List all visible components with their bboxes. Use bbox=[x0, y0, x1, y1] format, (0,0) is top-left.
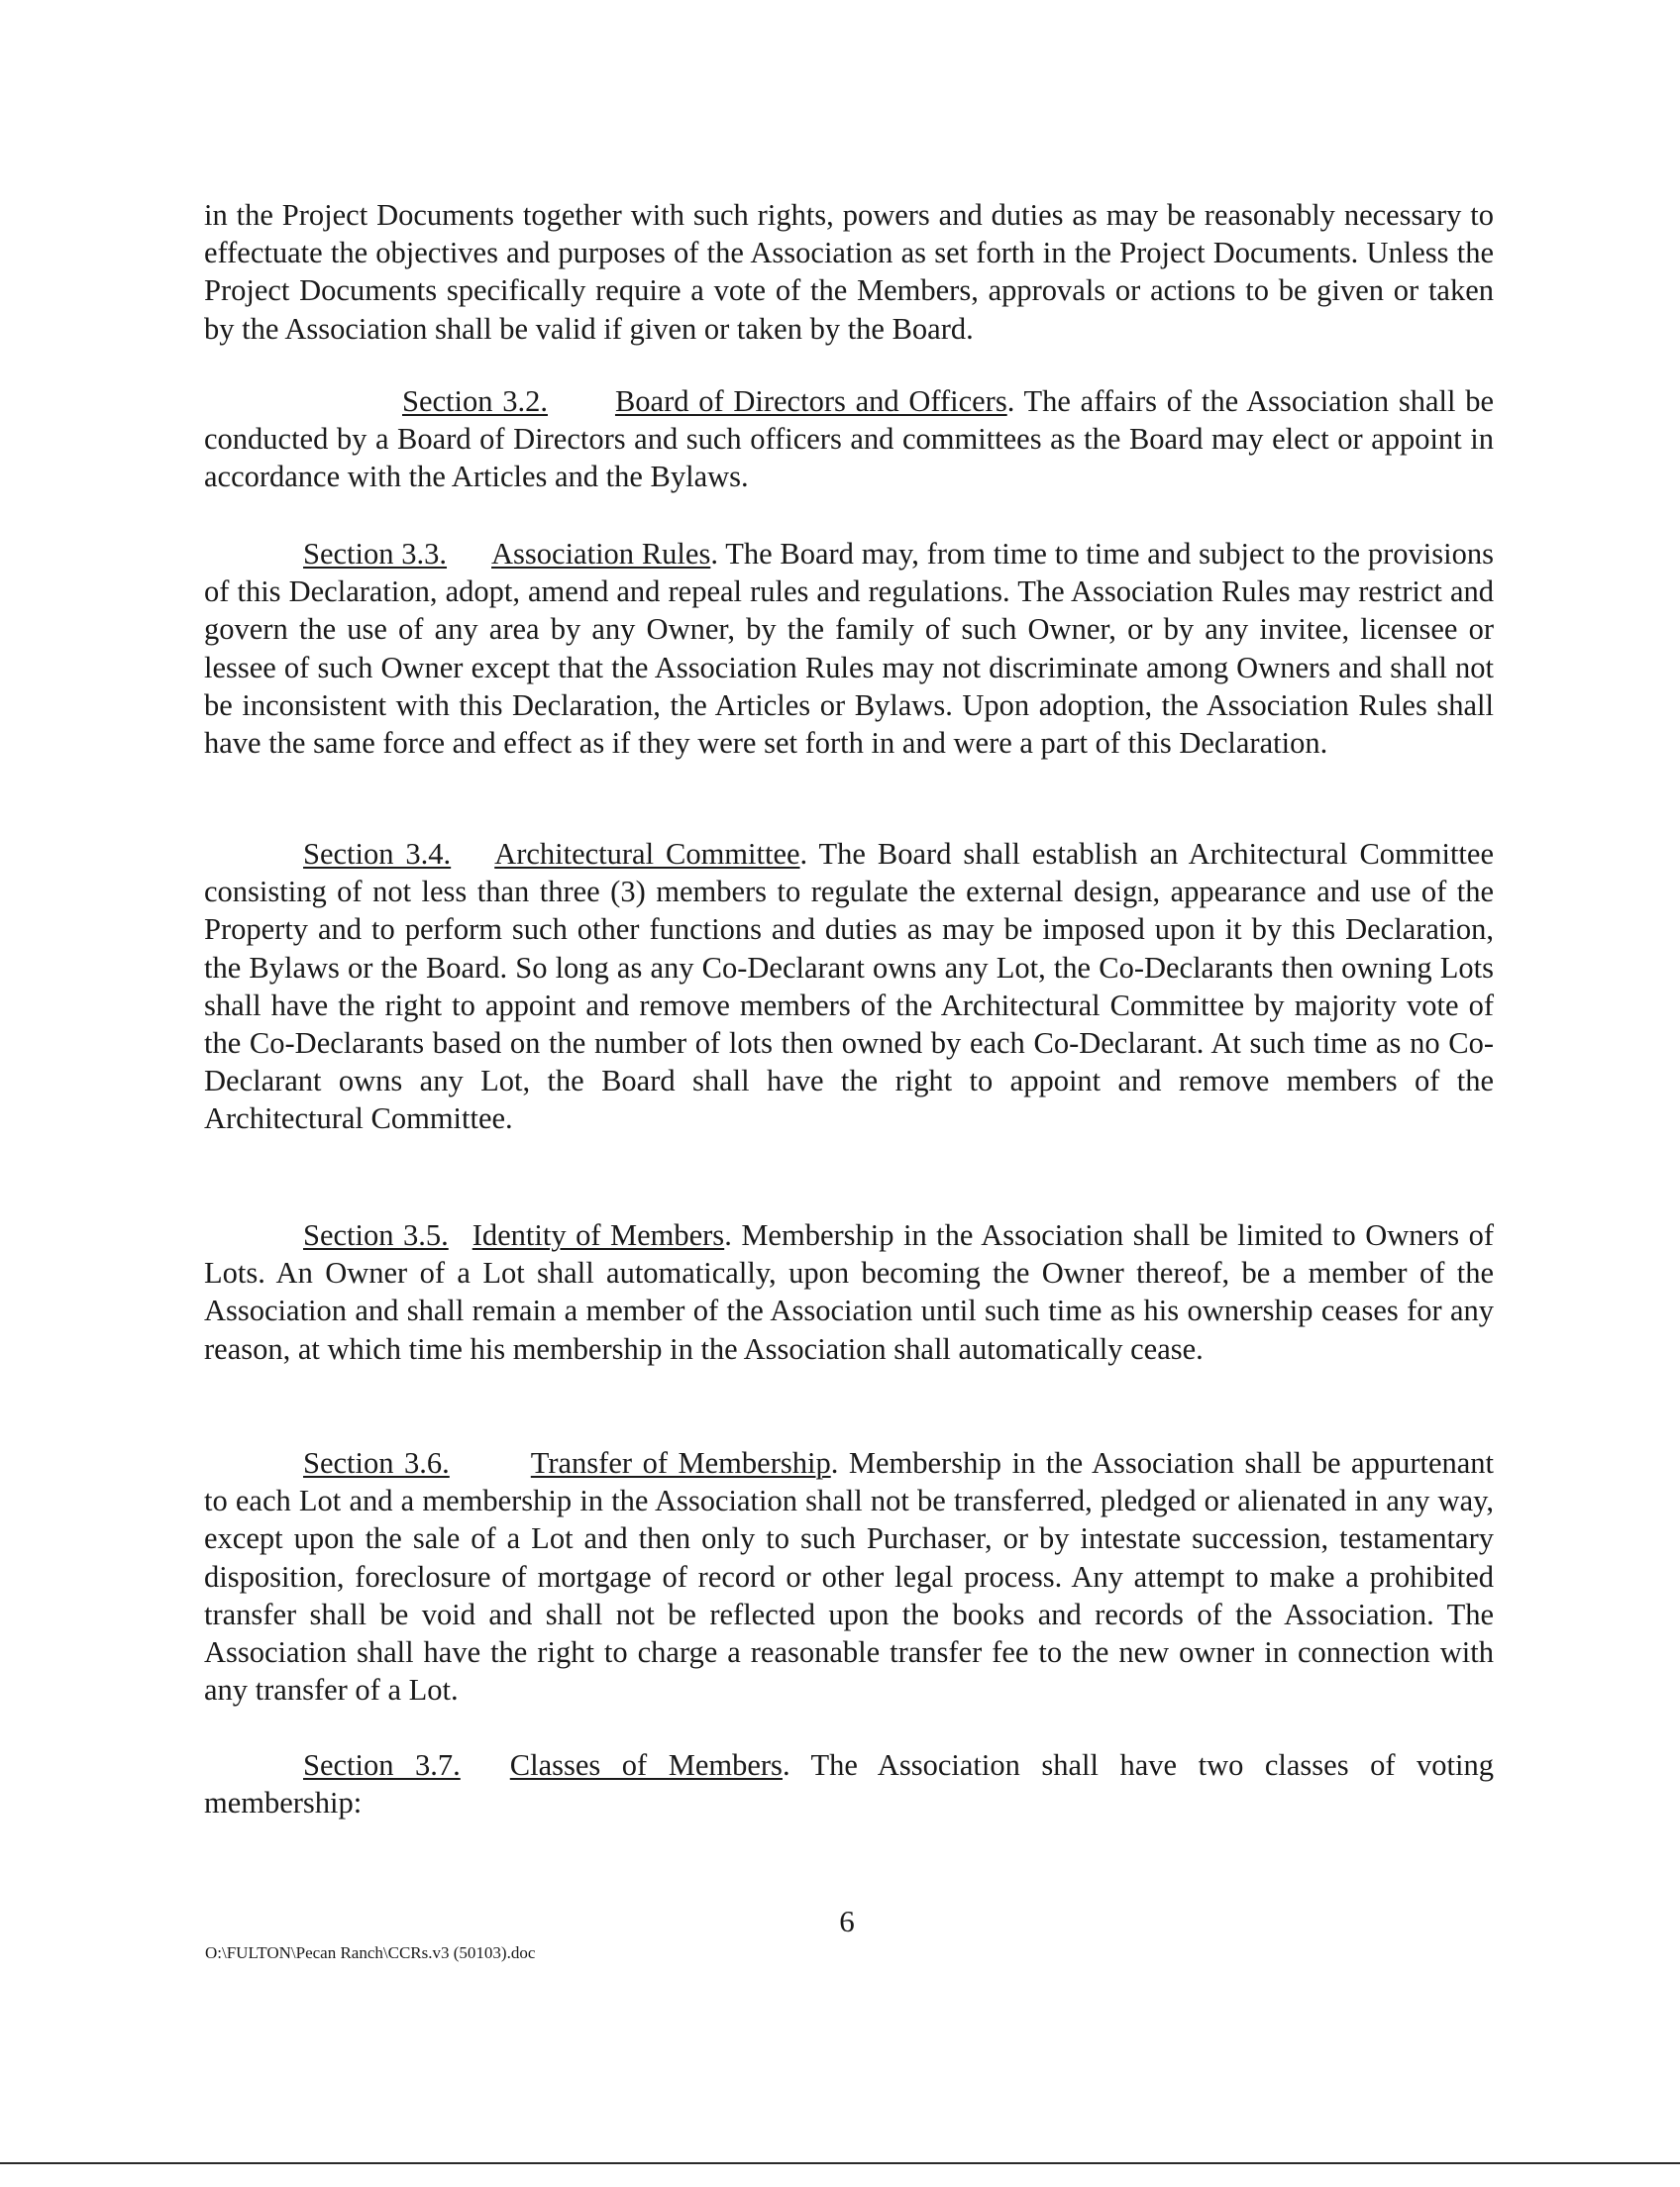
intro-paragraph: in the Project Documents together with such rights, powers and duties as may be reasonably necessary to effectuate the objectives and purposes of the Association as set forth in the Project Documents. Unless the Project Documents specifically require a vote of the Members, approvals or actions to be given or taken by the Association shall be valid if given or taken by the Board. bbox=[204, 198, 1494, 346]
section-3-6-paragraph: Section 3.6. Transfer of Membership. Membership in the Association shall be appurtenant to each Lot and a membership in the Association shall not be transferred, pledged or alienated in any way, except upon the sale of a Lot and then only to such Purchaser, or by intestate succession, testamentary disposition, foreclosure of mortgage of record or other legal process. Any attempt to make a prohibited transfer shall be void and shall not be reflected upon the books and records of the Association. The Association shall have the right to charge a reasonable transfer fee to the new owner in connection with any transfer of a Lot. bbox=[204, 1446, 1494, 1708]
section-3-3-number: Section 3.3. bbox=[303, 537, 448, 571]
section-3-7-number: Section 3.7. bbox=[303, 1748, 461, 1782]
section-3-7-paragraph: Section 3.7. Classes of Members. The Association shall have two classes of voting membership: bbox=[204, 1748, 1494, 1821]
section-3-5-number: Section 3.5. bbox=[303, 1218, 449, 1252]
section-3-7-body: The Association shall have two classes of voting membership: bbox=[204, 1748, 1494, 1821]
section-3-2-paragraph: Section 3.2. Board of Directors and Officers. The affairs of the Association shall be conducted by a Board of Directors and such officers and committees as the Board may elect or appoint in accordance with the Articles and the Bylaws. bbox=[204, 384, 1495, 494]
section-3-7-title: Classes of Members bbox=[509, 1748, 783, 1782]
section-3-2-body: The affairs of the Association shall be conducted by a Board of Directors and such officers and committees as the Board may elect or appoint in accordance with the Articles and the Bylaws. bbox=[204, 384, 1495, 494]
page-number: 6 bbox=[839, 1904, 855, 1938]
section-3-4-body: The Board shall establish an Architectural Committee consisting of not less than three (3) members to regulate the external design, appearance and use of the Property and to perform such other functions and duties as may be imposed upon it by this Declaration, the Bylaws or the Board. So long as any Co-Declarant owns any Lot, the Co-Declarants then owning Lots shall have the right to appoint and remove members of the Architectural Committee by majority vote of the Co-Declarants based on the number of lots then owned by each Co-Declarant. At such time as no Co-Declarant owns any Lot, the Board shall have the right to appoint and remove members of the Architectural Committee. bbox=[204, 837, 1494, 1136]
section-3-3-body: The Board may, from time to time and subject to the provisions of this Declaration, adopt, amend and repeal rules and regulations. The Association Rules may restrict and govern the use of any area by any Owner, by the family of such Owner, or by any invitee, licensee or lessee of such Owner except that the Association Rules may not discriminate among Owners and shall not be inconsistent with this Declaration, the Articles or Bylaws. Upon adoption, the Association Rules shall have the same force and effect as if they were set forth in and were a part of this Declaration. bbox=[204, 537, 1494, 761]
section-3-3-title: Association Rules bbox=[491, 537, 711, 571]
section-3-5-body: Membership in the Association shall be limited to Owners of Lots. An Owner of a Lot shall automatically, upon becoming the Owner thereof, be a member of the Association and shall remain a member of the Association until such time as his ownership ceases for any reason, at which time his membership in the Association shall automatically cease. bbox=[204, 1218, 1495, 1366]
section-3-5-title: Identity of Members bbox=[472, 1218, 725, 1252]
section-3-5-paragraph: Section 3.5. Identity of Members. Membership in the Association shall be limited to Owners of Lots. An Owner of a Lot shall automatically, upon becoming the Owner thereof, be a member of the Association and shall remain a member of the Association until such time as his ownership ceases for any reason, at which time his membership in the Association shall automatically cease. bbox=[204, 1218, 1495, 1366]
section-3-4-title: Architectural Committee bbox=[494, 837, 800, 871]
section-3-2-title: Board of Directors and Officers bbox=[614, 384, 1007, 418]
section-3-6-title: Transfer of Membership bbox=[530, 1446, 831, 1480]
section-3-4-number: Section 3.4. bbox=[303, 837, 452, 871]
bottom-divider bbox=[0, 2162, 1680, 2164]
section-3-3-paragraph: Section 3.3. Association Rules. The Board may, from time to time and subject to the provisions of this Declaration, adopt, amend and repeal rules and regulations. The Association Rules may restrict and govern the use of any area by any Owner, by the family of such Owner, or by any invitee, licensee or lessee of such Owner except that the Association Rules may not discriminate among Owners and shall not be inconsistent with this Declaration, the Articles or Bylaws. Upon adoption, the Association Rules shall have the same force and effect as if they were set forth in and were a part of this Declaration. bbox=[204, 537, 1494, 761]
section-3-4-paragraph: Section 3.4. Architectural Committee. The Board shall establish an Architectural Committee consisting of not less than three (3) members to regulate the external design, appearance and use of the Property and to perform such other functions and duties as may be imposed upon it by this Declaration, the Bylaws or the Board. So long as any Co-Declarant owns any Lot, the Co-Declarants then owning Lots shall have the right to appoint and remove members of the Architectural Committee by majority vote of the Co-Declarants based on the number of lots then owned by each Co-Declarant. At such time as no Co-Declarant owns any Lot, the Board shall have the right to appoint and remove members of the Architectural Committee. bbox=[204, 837, 1494, 1136]
section-3-6-body: Membership in the Association shall be appurtenant to each Lot and a membership in the Association shall not be transferred, pledged or alienated in any way, except upon the sale of a Lot and then only to such Purchaser, or by intestate succession, testamentary disposition, foreclosure of mortgage of record or other legal process. Any attempt to make a prohibited transfer shall be void and shall not be reflected upon the books and records of the Association. The Association shall have the right to charge a reasonable transfer fee to the new owner in connection with any transfer of a Lot. bbox=[204, 1446, 1494, 1708]
section-3-2-number: Section 3.2. bbox=[402, 384, 548, 418]
section-3-6-number: Section 3.6. bbox=[303, 1446, 450, 1480]
file-path-footer: O:\FULTON\Pecan Ranch\CCRs.v3 (50103).doc bbox=[205, 1943, 536, 1962]
